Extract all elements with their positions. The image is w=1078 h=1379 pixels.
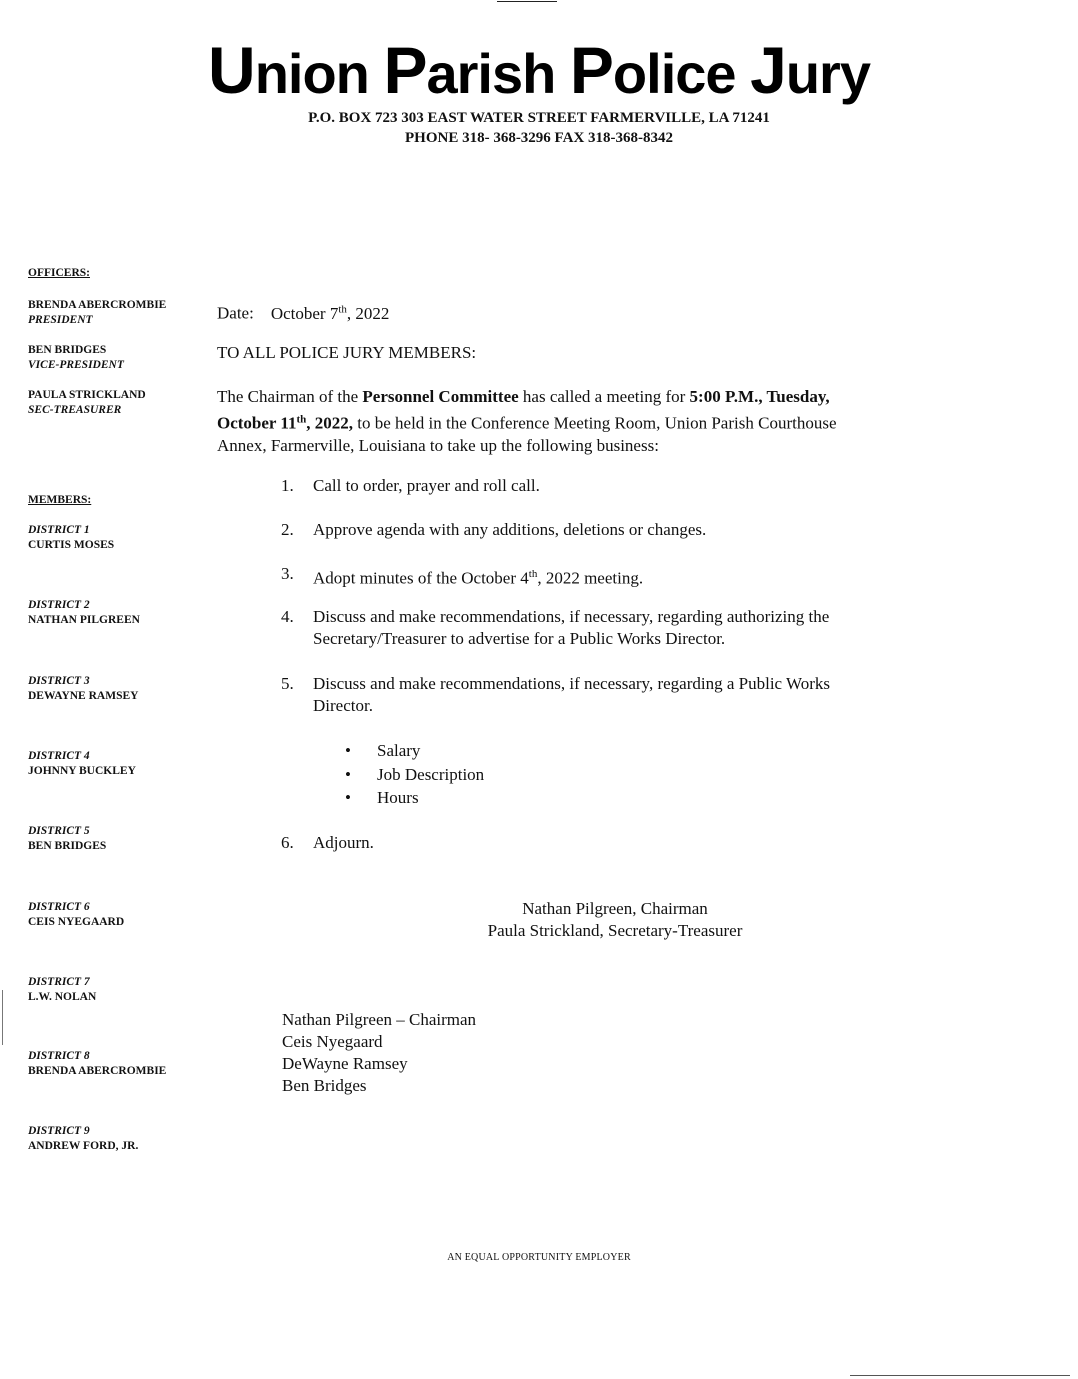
committee-member: Ceis Nyegaard — [282, 1032, 383, 1051]
committee-member: Ben Bridges — [282, 1076, 367, 1095]
agenda-item-5: Discuss and make recommendations, if necessary, regarding a Public Works Director. — [313, 674, 830, 715]
officer-sec-treasurer — [28, 388, 208, 418]
date-label: Date: — [217, 303, 254, 323]
member-district-8 — [28, 1049, 208, 1079]
member-name: ANDREW FORD, JR. — [28, 1140, 139, 1152]
agenda-number: 1. — [281, 476, 294, 495]
agenda-item-2: Approve agenda with any additions, deletions or changes. — [313, 520, 707, 539]
member-district-2 — [28, 598, 208, 628]
officer-name: BEN BRIDGES — [28, 344, 107, 356]
member-district-6 — [28, 900, 208, 930]
district-label: DISTRICT 7 — [28, 976, 90, 988]
title-word-union: Union — [208, 33, 384, 107]
scan-mark — [2, 990, 3, 1045]
district-label: DISTRICT 4 — [28, 750, 90, 762]
officer-vice-president — [28, 343, 208, 373]
agenda-number: 3. — [281, 564, 294, 583]
members-heading: MEMBERS: — [28, 494, 92, 506]
agenda-number: 6. — [281, 833, 294, 852]
bullet-salary: Salary — [377, 741, 421, 760]
member-name: NATHAN PILGREEN — [28, 614, 140, 626]
member-name: JOHNNY BUCKLEY — [28, 765, 136, 777]
letterhead-title — [0, 33, 1078, 107]
address-line: P.O. BOX 723 303 EAST WATER STREET FARMERVILLE, LA 71241 — [308, 110, 770, 126]
scan-mark — [497, 1, 557, 2]
member-district-3 — [28, 674, 208, 704]
member-name: L.W. NOLAN — [28, 991, 97, 1003]
agenda-number: 2. — [281, 520, 294, 539]
agenda-number: 5. — [281, 674, 294, 693]
scan-mark — [850, 1375, 1070, 1376]
title-word-police: Police — [569, 33, 751, 107]
member-district-9 — [28, 1124, 208, 1154]
salutation: TO ALL POLICE JURY MEMBERS: — [217, 343, 477, 362]
officer-president — [28, 298, 208, 328]
phone-fax-line: PHONE 318- 368-3296 FAX 318-368-8342 — [404, 130, 674, 146]
bullet-job-description: Job Description — [377, 765, 485, 784]
agenda-item-3: Adopt minutes of the October 4th, 2022 meeting. — [313, 568, 644, 588]
officer-role: VICE-PRESIDENT — [28, 359, 124, 371]
district-label: DISTRICT 9 — [28, 1125, 90, 1137]
agenda-number: 4. — [281, 607, 294, 626]
bullet-icon: • — [345, 788, 351, 807]
title-word-jury: Jury — [750, 33, 870, 107]
date-value: October 7th, 2022 — [270, 303, 390, 323]
intro-paragraph: The Chairman of the Personnel Committee has called a meeting for 5:00 P.M., Tuesday, October 11th, 2022, to be held in the Conference Meeting Room, Union Parish Courthouse Annex, Farmerville, Louisiana to take up the following business: — [217, 387, 837, 455]
bullet-hours: Hours — [377, 788, 419, 807]
agenda-item-4: Discuss and make recommendations, if necessary, regarding authorizing the Secretary/Treasurer to advertise for a Public Works Director. — [313, 607, 830, 648]
member-name: BEN BRIDGES — [28, 840, 107, 852]
member-name: CURTIS MOSES — [28, 539, 115, 551]
officer-name: BRENDA ABERCROMBIE — [28, 299, 167, 311]
member-name: BRENDA ABERCROMBIE — [28, 1065, 167, 1077]
member-district-7 — [28, 975, 208, 1005]
officer-role: SEC-TREASURER — [28, 404, 122, 416]
officer-role: PRESIDENT — [28, 314, 93, 326]
district-label: DISTRICT 3 — [28, 675, 90, 687]
letter-date — [217, 298, 937, 325]
district-label: DISTRICT 5 — [28, 825, 90, 837]
district-label: DISTRICT 1 — [28, 524, 90, 536]
district-label: DISTRICT 8 — [28, 1050, 90, 1062]
bullet-icon: • — [345, 765, 351, 784]
signature-chairman: Nathan Pilgreen, Chairman — [522, 899, 708, 918]
footer-eoe: AN EQUAL OPPORTUNITY EMPLOYER — [447, 1252, 631, 1263]
district-label: DISTRICT 2 — [28, 599, 90, 611]
title-word-parish: Parish — [383, 33, 570, 107]
committee-member: Nathan Pilgreen – Chairman — [282, 1010, 477, 1029]
bullet-icon: • — [345, 741, 351, 760]
member-district-4 — [28, 749, 208, 779]
member-district-1 — [28, 523, 208, 553]
member-name: DEWAYNE RAMSEY — [28, 690, 139, 702]
member-name: CEIS NYEGAARD — [28, 916, 125, 928]
agenda-item-6: Adjourn. — [313, 833, 374, 852]
signature-secretary: Paula Strickland, Secretary-Treasurer — [487, 921, 743, 940]
officer-name: PAULA STRICKLAND — [28, 389, 146, 401]
committee-member: DeWayne Ramsey — [282, 1054, 408, 1073]
member-district-5 — [28, 824, 208, 854]
district-label: DISTRICT 6 — [28, 901, 90, 913]
officers-heading: OFFICERS: — [28, 267, 90, 279]
agenda-item-1: Call to order, prayer and roll call. — [313, 476, 540, 495]
